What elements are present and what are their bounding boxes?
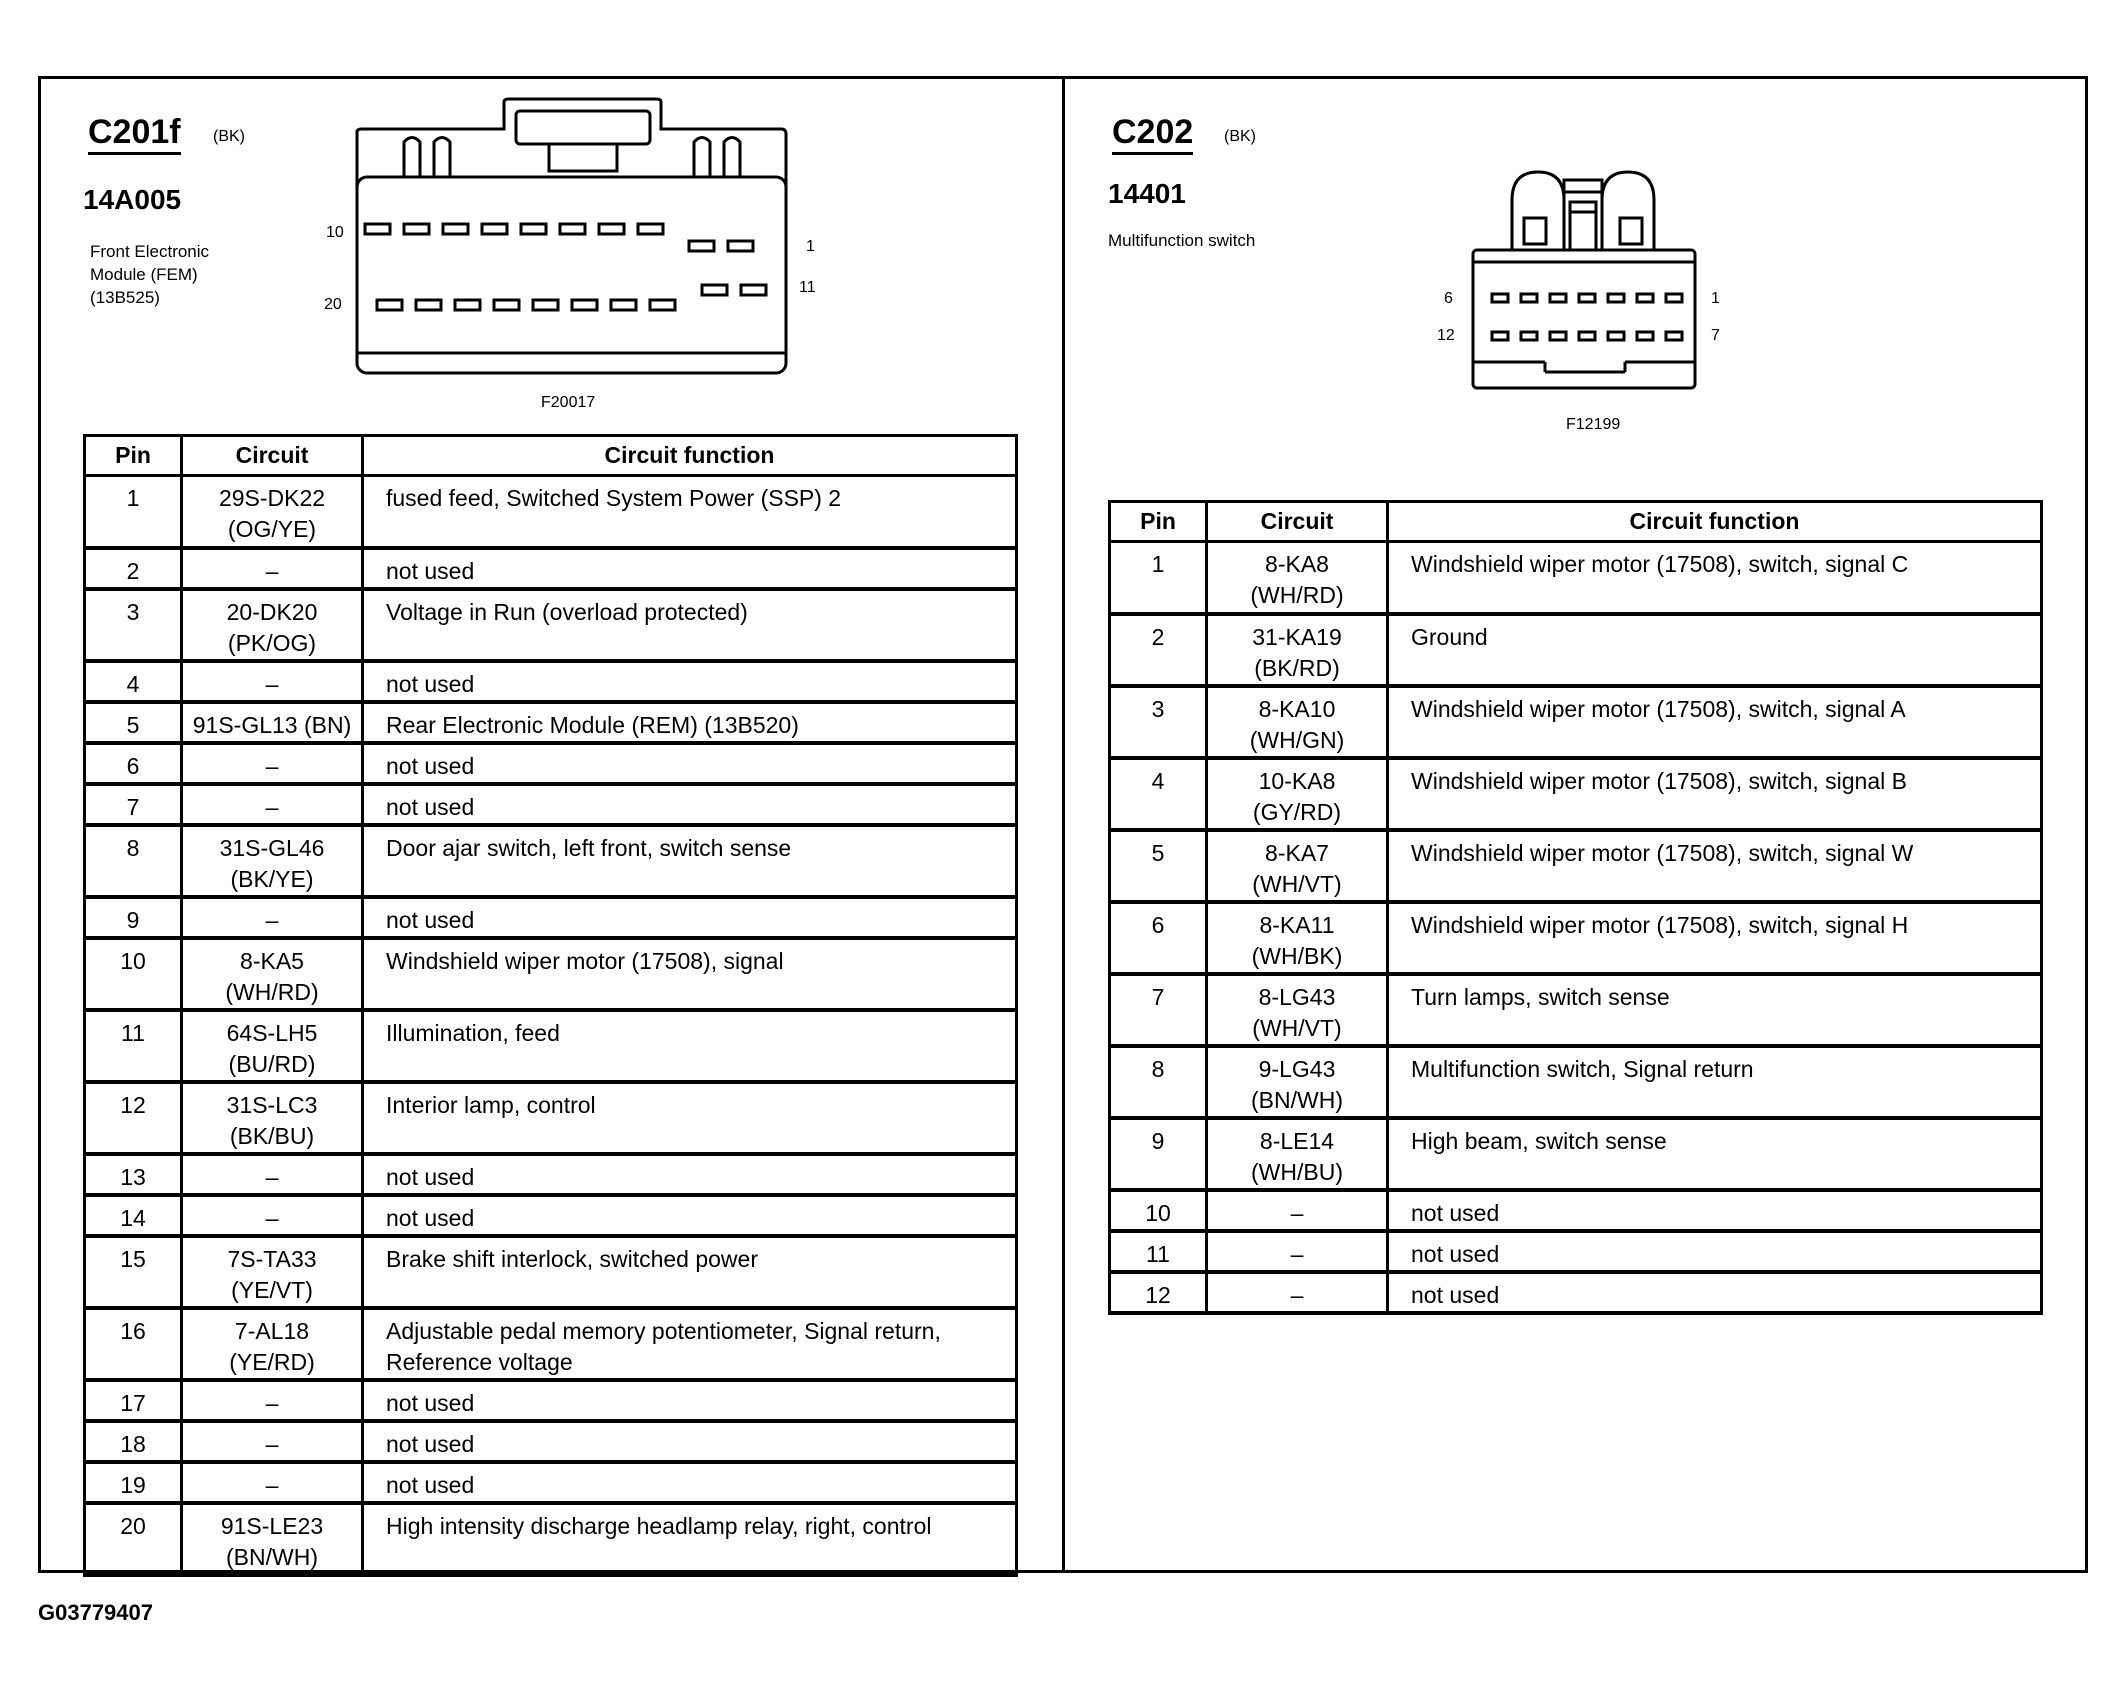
circuit-function bbox=[363, 1154, 1017, 1195]
circuit-line: (WH/GN) bbox=[1249, 726, 1345, 753]
pin-number: 10 bbox=[1110, 1190, 1207, 1231]
part-number: 14401 bbox=[1108, 178, 1186, 209]
table-row bbox=[85, 702, 1017, 743]
circuit-line: (WH/VT) bbox=[1252, 870, 1342, 897]
circuit-line: 8-KA11 bbox=[1259, 911, 1335, 938]
function-line: Door ajar switch, left front, switch sense bbox=[386, 834, 792, 861]
pin-number: 7 bbox=[85, 784, 182, 825]
circuit-code bbox=[1207, 1231, 1388, 1272]
pin-number: 2 bbox=[1110, 614, 1207, 686]
circuit-line: 7-AL18 bbox=[234, 1317, 310, 1344]
function-line: Brake shift interlock, switched power bbox=[386, 1245, 758, 1272]
pin-number: 13 bbox=[85, 1154, 182, 1195]
function-line: not used bbox=[386, 1430, 475, 1457]
circuit-line: – bbox=[265, 1389, 279, 1416]
header-function: Circuit function bbox=[1388, 502, 2042, 542]
circuit-line: – bbox=[265, 1163, 279, 1190]
table-row bbox=[1110, 902, 2042, 974]
function-line: not used bbox=[386, 752, 475, 779]
panel-divider bbox=[1062, 76, 1065, 1573]
circuit-code bbox=[182, 1308, 363, 1380]
pin-number: 11 bbox=[1110, 1231, 1207, 1272]
connector-color: (BK) bbox=[213, 128, 245, 145]
circuit-code bbox=[182, 548, 363, 589]
pin-number: 1 bbox=[1110, 542, 1207, 614]
circuit-function bbox=[1388, 614, 2042, 686]
circuit-function bbox=[1388, 758, 2042, 830]
circuit-code bbox=[182, 1082, 363, 1154]
table-row bbox=[1110, 974, 2042, 1046]
pin-number: 12 bbox=[1110, 1272, 1207, 1313]
header-pin: Pin bbox=[85, 436, 182, 476]
function-line: Turn lamps, switch sense bbox=[1411, 983, 1670, 1010]
circuit-code bbox=[1207, 1272, 1388, 1313]
function-line: Reference voltage bbox=[386, 1348, 573, 1375]
part-number: 14A005 bbox=[83, 184, 182, 215]
pin-number: 20 bbox=[85, 1503, 182, 1575]
table-row bbox=[1110, 614, 2042, 686]
circuit-code bbox=[1207, 1118, 1388, 1190]
pin-number: 11 bbox=[85, 1010, 182, 1082]
table-row bbox=[85, 1308, 1017, 1380]
function-line: Windshield wiper motor (17508), switch, signal B bbox=[1411, 767, 1907, 794]
function-line: Windshield wiper motor (17508), switch, signal A bbox=[1411, 695, 1906, 722]
function-line: High intensity discharge headlamp relay, right, control bbox=[386, 1512, 932, 1539]
circuit-line: (GY/RD) bbox=[1252, 798, 1342, 825]
function-line: Windshield wiper motor (17508), switch, signal W bbox=[1411, 839, 1914, 866]
pin-number: 5 bbox=[85, 702, 182, 743]
pin-number: 15 bbox=[85, 1236, 182, 1308]
function-line: Ground bbox=[1411, 623, 1488, 650]
circuit-code bbox=[182, 938, 363, 1010]
circuit-code bbox=[1207, 974, 1388, 1046]
circuit-function bbox=[363, 661, 1017, 702]
table-row bbox=[1110, 1046, 2042, 1118]
pin-label-11: 11 bbox=[799, 279, 816, 296]
circuit-function bbox=[363, 784, 1017, 825]
circuit-code bbox=[182, 1010, 363, 1082]
circuit-function bbox=[1388, 902, 2042, 974]
table-row bbox=[85, 1236, 1017, 1308]
header-pin: Pin bbox=[1110, 502, 1207, 542]
circuit-code bbox=[1207, 542, 1388, 614]
circuit-line: – bbox=[265, 1430, 279, 1457]
function-line: Voltage in Run (overload protected) bbox=[386, 598, 748, 625]
circuit-line: – bbox=[265, 752, 279, 779]
circuit-line: (PK/OG) bbox=[227, 629, 317, 656]
table-row bbox=[85, 548, 1017, 589]
circuit-line: 64S-LH5 bbox=[226, 1019, 318, 1046]
function-line: Windshield wiper motor (17508), switch, signal C bbox=[1411, 551, 1909, 577]
pin-number: 3 bbox=[1110, 686, 1207, 758]
module-description: Front Electronic Module (FEM) (13B525) bbox=[90, 242, 210, 307]
circuit-code bbox=[182, 476, 363, 548]
table-row bbox=[1110, 830, 2042, 902]
function-line: not used bbox=[386, 1163, 475, 1190]
pin-number: 18 bbox=[85, 1421, 182, 1462]
circuit-line: 10-KA8 bbox=[1258, 767, 1336, 794]
circuit-code bbox=[182, 1380, 363, 1421]
circuit-function bbox=[1388, 1231, 2042, 1272]
function-line: not used bbox=[386, 906, 475, 933]
circuit-function bbox=[1388, 974, 2042, 1046]
circuit-line: (WH/BU) bbox=[1251, 1158, 1343, 1185]
table-row bbox=[85, 743, 1017, 784]
circuit-line: – bbox=[1290, 1199, 1304, 1226]
pinout-table-c201f bbox=[83, 434, 1018, 1577]
function-line: not used bbox=[1411, 1199, 1500, 1226]
circuit-function bbox=[363, 1462, 1017, 1503]
function-line: fused feed, Switched System Power (SSP) 2 bbox=[386, 485, 842, 511]
pin-number: 3 bbox=[85, 589, 182, 661]
pin-number: 7 bbox=[1110, 974, 1207, 1046]
pin-label-20: 20 bbox=[324, 296, 342, 313]
pin-number: 4 bbox=[85, 661, 182, 702]
circuit-code bbox=[182, 702, 363, 743]
table-row bbox=[1110, 1231, 2042, 1272]
circuit-function bbox=[363, 1503, 1017, 1575]
circuit-line: – bbox=[1290, 1240, 1304, 1267]
function-line: not used bbox=[386, 670, 475, 697]
circuit-function bbox=[363, 589, 1017, 661]
table-row bbox=[85, 1421, 1017, 1462]
function-line: not used bbox=[386, 557, 475, 584]
circuit-function bbox=[363, 1195, 1017, 1236]
pin-label-1: 1 bbox=[1711, 290, 1720, 307]
circuit-function bbox=[1388, 686, 2042, 758]
circuit-line: 31S-GL46 bbox=[219, 834, 325, 861]
circuit-line: 8-LG43 bbox=[1258, 983, 1336, 1010]
connector-color: (BK) bbox=[1224, 128, 1256, 145]
circuit-function bbox=[363, 825, 1017, 897]
circuit-line: (YE/VT) bbox=[231, 1276, 313, 1303]
circuit-function bbox=[363, 743, 1017, 784]
table-row bbox=[85, 1195, 1017, 1236]
pinout-table-c202 bbox=[1108, 500, 2043, 1315]
circuit-line: 8-KA7 bbox=[1265, 839, 1329, 866]
circuit-line: (WH/RD) bbox=[1250, 582, 1344, 608]
pin-label-6: 6 bbox=[1444, 290, 1453, 307]
circuit-line: 91S-GL13 (BN) bbox=[192, 711, 352, 738]
table-row bbox=[1110, 1118, 2042, 1190]
circuit-code bbox=[182, 784, 363, 825]
circuit-line: – bbox=[265, 670, 279, 697]
pin-label-12: 12 bbox=[1437, 327, 1455, 344]
circuit-line: (BN/WH) bbox=[226, 1543, 318, 1570]
circuit-function bbox=[363, 702, 1017, 743]
connector-c201f-diagram bbox=[354, 97, 794, 377]
circuit-code bbox=[182, 1421, 363, 1462]
function-line: Windshield wiper motor (17508), signal bbox=[386, 947, 784, 974]
table-row bbox=[85, 661, 1017, 702]
circuit-line: (BU/RD) bbox=[228, 1050, 316, 1077]
circuit-code bbox=[182, 825, 363, 897]
circuit-line: (BK/RD) bbox=[1254, 654, 1340, 681]
circuit-line: – bbox=[265, 1471, 279, 1498]
function-line: Windshield wiper motor (17508), switch, signal H bbox=[1411, 911, 1909, 938]
circuit-function bbox=[1388, 1272, 2042, 1313]
circuit-line: 8-KA5 bbox=[240, 947, 304, 974]
circuit-function bbox=[363, 1010, 1017, 1082]
table-row bbox=[85, 1154, 1017, 1195]
function-line: Adjustable pedal memory potentiometer, Signal return, bbox=[386, 1317, 941, 1344]
pin-label-7: 7 bbox=[1711, 327, 1720, 344]
circuit-function bbox=[363, 1421, 1017, 1462]
table-row bbox=[1110, 758, 2042, 830]
circuit-code bbox=[1207, 614, 1388, 686]
circuit-function bbox=[1388, 1046, 2042, 1118]
circuit-line: (BK/YE) bbox=[230, 865, 314, 892]
circuit-function bbox=[363, 1380, 1017, 1421]
circuit-function bbox=[1388, 830, 2042, 902]
header-circuit: Circuit bbox=[1207, 502, 1388, 542]
connector-id: C202 bbox=[1112, 112, 1193, 155]
circuit-function bbox=[1388, 1190, 2042, 1231]
table-row bbox=[85, 897, 1017, 938]
circuit-code bbox=[182, 897, 363, 938]
circuit-line: (BK/BU) bbox=[229, 1122, 315, 1149]
circuit-function bbox=[1388, 1118, 2042, 1190]
pin-number: 2 bbox=[85, 548, 182, 589]
circuit-line: (YE/RD) bbox=[229, 1348, 315, 1375]
circuit-code bbox=[182, 1503, 363, 1575]
function-line: not used bbox=[386, 793, 475, 820]
graphic-id: G03779407 bbox=[38, 1600, 153, 1625]
table-row bbox=[85, 938, 1017, 1010]
circuit-line: 8-LE14 bbox=[1259, 1127, 1335, 1154]
circuit-code bbox=[182, 1462, 363, 1503]
connector-c202-diagram bbox=[1470, 170, 1700, 392]
circuit-line: 8-KA10 bbox=[1258, 695, 1336, 722]
pin-label-10: 10 bbox=[326, 224, 344, 241]
function-line: Illumination, feed bbox=[386, 1019, 560, 1046]
table-row bbox=[1110, 686, 2042, 758]
circuit-line: 29S-DK22 bbox=[218, 485, 326, 511]
table-row bbox=[85, 1503, 1017, 1575]
function-line: not used bbox=[1411, 1240, 1500, 1267]
pin-number: 5 bbox=[1110, 830, 1207, 902]
circuit-function bbox=[363, 1082, 1017, 1154]
pin-number: 10 bbox=[85, 938, 182, 1010]
pin-number: 12 bbox=[85, 1082, 182, 1154]
table-row bbox=[85, 784, 1017, 825]
circuit-line: – bbox=[1290, 1281, 1304, 1308]
circuit-function bbox=[363, 938, 1017, 1010]
function-line: not used bbox=[386, 1204, 475, 1231]
circuit-code bbox=[1207, 1046, 1388, 1118]
circuit-function bbox=[363, 548, 1017, 589]
function-line: Interior lamp, control bbox=[386, 1091, 596, 1118]
circuit-line: (WH/RD) bbox=[225, 978, 319, 1005]
circuit-code bbox=[1207, 830, 1388, 902]
circuit-code bbox=[182, 661, 363, 702]
figure-id: F12199 bbox=[1566, 416, 1621, 433]
circuit-line: 8-KA8 bbox=[1265, 551, 1329, 577]
circuit-code bbox=[182, 1236, 363, 1308]
circuit-code bbox=[182, 1195, 363, 1236]
connector-id: C201f bbox=[88, 112, 181, 155]
function-line: Rear Electronic Module (REM) (13B520) bbox=[386, 711, 799, 738]
pin-number: 9 bbox=[85, 897, 182, 938]
circuit-code bbox=[1207, 902, 1388, 974]
circuit-function bbox=[363, 897, 1017, 938]
circuit-line: – bbox=[265, 1204, 279, 1231]
circuit-line: 20-DK20 bbox=[226, 598, 318, 625]
circuit-line: – bbox=[265, 557, 279, 584]
pin-number: 6 bbox=[1110, 902, 1207, 974]
table-row bbox=[1110, 542, 2042, 614]
module-description: Multifunction switch bbox=[1108, 231, 1256, 250]
circuit-line: 91S-LE23 bbox=[220, 1512, 324, 1539]
table-row bbox=[85, 476, 1017, 548]
pin-number: 6 bbox=[85, 743, 182, 784]
function-line: not used bbox=[386, 1389, 475, 1416]
pin-number: 16 bbox=[85, 1308, 182, 1380]
pin-number: 19 bbox=[85, 1462, 182, 1503]
function-line: not used bbox=[1411, 1281, 1500, 1308]
circuit-line: – bbox=[265, 906, 279, 933]
table-row bbox=[85, 1462, 1017, 1503]
circuit-line: (OG/YE) bbox=[227, 516, 317, 542]
circuit-code bbox=[182, 743, 363, 784]
table-row bbox=[85, 589, 1017, 661]
function-line: High beam, switch sense bbox=[1411, 1127, 1667, 1154]
pin-number: 1 bbox=[85, 476, 182, 548]
pin-label-1: 1 bbox=[806, 238, 815, 255]
circuit-line: (WH/VT) bbox=[1252, 1014, 1342, 1041]
pin-number: 9 bbox=[1110, 1118, 1207, 1190]
table-row bbox=[1110, 1190, 2042, 1231]
circuit-function bbox=[1388, 542, 2042, 614]
circuit-line: – bbox=[265, 793, 279, 820]
circuit-line: 31-KA19 bbox=[1252, 623, 1342, 650]
circuit-code bbox=[1207, 686, 1388, 758]
circuit-function bbox=[363, 1236, 1017, 1308]
figure-id: F20017 bbox=[541, 394, 596, 411]
pin-number: 17 bbox=[85, 1380, 182, 1421]
circuit-code bbox=[182, 1154, 363, 1195]
header-function: Circuit function bbox=[363, 436, 1017, 476]
pin-number: 8 bbox=[85, 825, 182, 897]
circuit-line: 9-LG43 bbox=[1258, 1055, 1336, 1082]
table-row bbox=[85, 825, 1017, 897]
table-row bbox=[85, 1380, 1017, 1421]
circuit-line: (BN/WH) bbox=[1251, 1086, 1343, 1113]
table-row bbox=[1110, 1272, 2042, 1313]
pin-number: 4 bbox=[1110, 758, 1207, 830]
table-row bbox=[85, 1010, 1017, 1082]
circuit-line: 31S-LC3 bbox=[226, 1091, 318, 1118]
circuit-line: (WH/BK) bbox=[1251, 942, 1343, 969]
function-line: Multifunction switch, Signal return bbox=[1411, 1055, 1754, 1082]
circuit-code bbox=[1207, 1190, 1388, 1231]
pin-number: 8 bbox=[1110, 1046, 1207, 1118]
circuit-function bbox=[363, 1308, 1017, 1380]
circuit-code bbox=[182, 589, 363, 661]
function-line: not used bbox=[386, 1471, 475, 1498]
circuit-line: 7S-TA33 bbox=[227, 1245, 317, 1272]
header-circuit: Circuit bbox=[182, 436, 363, 476]
circuit-function bbox=[363, 476, 1017, 548]
pin-number: 14 bbox=[85, 1195, 182, 1236]
circuit-code bbox=[1207, 758, 1388, 830]
table-row bbox=[85, 1082, 1017, 1154]
